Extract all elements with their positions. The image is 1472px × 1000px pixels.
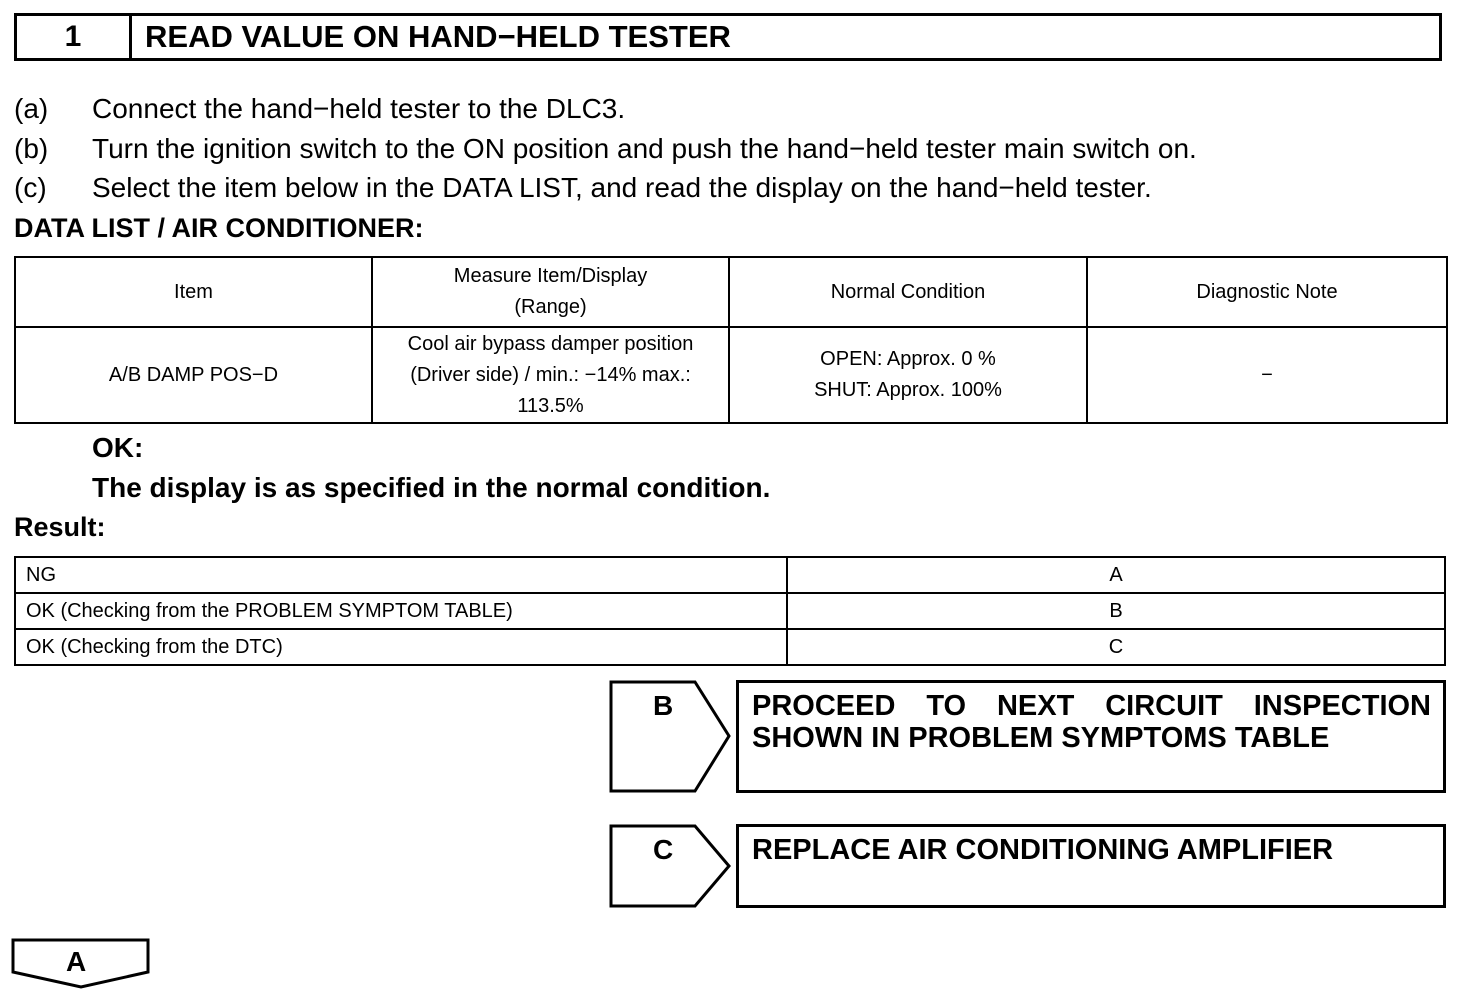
result-condition: OK (Checking from the PROBLEM SYMPTOM TABLE) [15, 593, 787, 629]
instruction-label: (c) [14, 172, 47, 203]
result-row [15, 557, 1445, 593]
branch-c-letter: C [653, 834, 674, 865]
branch-a-arrow [11, 938, 151, 990]
instruction-a [14, 92, 625, 126]
branch-b-line1: PROCEED TO NEXT CIRCUIT INSPECTION [752, 690, 1431, 722]
ok-text: The display is as specified in the normal condition. [92, 472, 771, 503]
cell-normal-line1: OPEN: Approx. 0 % [820, 348, 996, 370]
table-header-row [15, 257, 1447, 327]
cell-note: − [1087, 327, 1447, 423]
header-measure-line2: (Range) [514, 296, 587, 318]
header-measure [372, 257, 729, 327]
instruction-text: Turn the ignition switch to the ON position and push the hand−held tester main switch on. [92, 133, 1197, 164]
result-code: A [787, 557, 1445, 593]
cell-normal-line2: SHUT: Approx. 100% [814, 379, 1002, 401]
header-measure-line1: Measure Item/Display [453, 265, 648, 287]
result-title: Result: [14, 512, 106, 542]
result-condition: NG [15, 557, 787, 593]
instruction-b [14, 132, 1197, 166]
branch-b-arrow [609, 680, 733, 793]
header-normal: Normal Condition [729, 257, 1087, 327]
header-note: Diagnostic Note [1087, 257, 1447, 327]
instruction-text: Select the item below in the DATA LIST, and read the display on the hand−held tester. [92, 172, 1152, 203]
branch-c-arrow [609, 824, 733, 908]
step-title: READ VALUE ON HAND−HELD TESTER [145, 19, 731, 54]
cell-measure-line2: (Driver side) / min.: −14% max.: [410, 363, 691, 386]
table-row [15, 327, 1447, 423]
branch-b-action [736, 680, 1446, 793]
branch-c-text: REPLACE AIR CONDITIONING AMPLIFIER [752, 834, 1334, 866]
instruction-text: Connect the hand−held tester to the DLC3. [92, 93, 626, 124]
instruction-c [14, 171, 1152, 205]
result-condition: OK (Checking from the DTC) [15, 629, 787, 665]
step-header [14, 13, 1442, 61]
header-item: Item [15, 257, 372, 327]
instruction-label: (a) [14, 93, 49, 124]
cell-normal [729, 327, 1087, 423]
branch-b-line2: SHOWN IN PROBLEM SYMPTOMS TABLE [752, 722, 1330, 754]
branch-a-letter: A [66, 946, 87, 977]
branch-b-letter: B [653, 690, 674, 721]
cell-item: A/B DAMP POS−D [15, 327, 372, 423]
cell-measure [372, 327, 729, 423]
data-list-title: DATA LIST / AIR CONDITIONER: [14, 213, 424, 243]
result-code: C [787, 629, 1445, 665]
result-row [15, 629, 1445, 665]
result-code: B [787, 593, 1445, 629]
data-list-table [14, 256, 1448, 424]
step-number: 1 [17, 16, 132, 58]
ok-label: OK: [92, 432, 144, 463]
instruction-label: (b) [14, 133, 49, 164]
cell-measure-line3: 113.5% [517, 394, 584, 417]
cell-measure-line1: Cool air bypass damper position [407, 332, 694, 355]
result-row [15, 593, 1445, 629]
result-table [14, 556, 1446, 666]
branch-c-action [736, 824, 1446, 908]
